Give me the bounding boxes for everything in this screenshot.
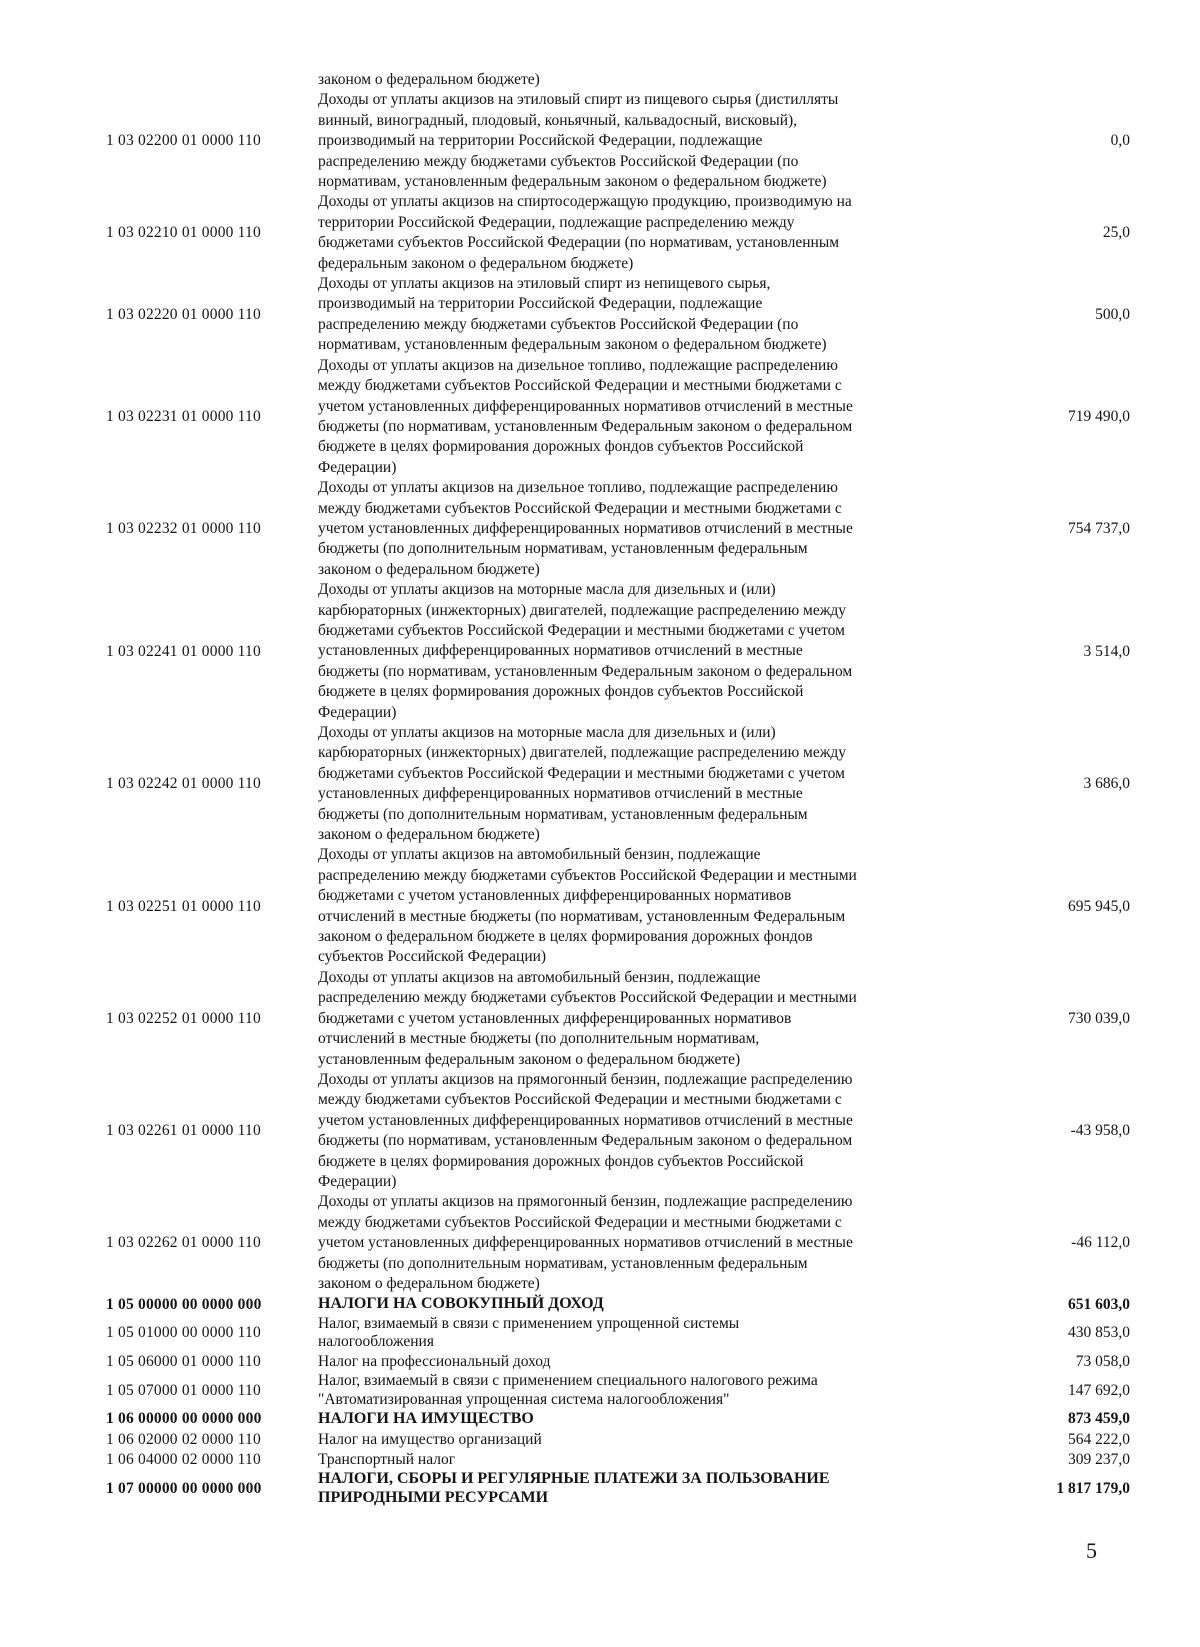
description-line: законом о федеральном бюджете) bbox=[318, 1274, 540, 1292]
description-line: Федерации) bbox=[318, 703, 397, 721]
budget-code: 1 03 02220 01 0000 110 bbox=[106, 305, 261, 323]
revenue-description bbox=[316, 968, 916, 1070]
table-row bbox=[96, 1192, 1130, 1294]
table-row bbox=[96, 1315, 1130, 1352]
revenue-description bbox=[316, 1315, 916, 1352]
amount-value: 1 817 179,0 bbox=[1056, 1479, 1130, 1497]
amount-value: 3 514,0 bbox=[1083, 642, 1130, 660]
description-line: производимый на территории Российской Федерации, подлежащие bbox=[318, 295, 763, 313]
description-line: законом о федеральном бюджете) bbox=[318, 560, 540, 578]
revenue-description bbox=[316, 1430, 916, 1450]
description-line: учетом установленных дифференцированных нормативов отчислений в местные bbox=[318, 1111, 853, 1129]
description-line: карбюраторных (инжекторных) двигателей, подлежащие распределению между bbox=[318, 744, 847, 762]
description-line: Доходы от уплаты акцизов на спиртосодержащую продукцию, производимую на bbox=[318, 193, 852, 211]
description-line: установленным федеральным законом о федеральном бюджете) bbox=[318, 1050, 741, 1068]
budget-code: 1 03 02200 01 0000 110 bbox=[106, 132, 261, 150]
amount-value: 0,0 bbox=[1110, 132, 1130, 150]
description-line: ПРИРОДНЫМИ РЕСУРСАМИ bbox=[318, 1488, 549, 1506]
page-number: 5 bbox=[1086, 1538, 1097, 1563]
description-line: бюджетами субъектов Российской Федерации и местными бюджетами с учетом bbox=[318, 764, 845, 782]
table-row bbox=[96, 1372, 1130, 1409]
amount-value: 695 945,0 bbox=[1068, 897, 1130, 915]
revenue-description bbox=[316, 1192, 916, 1294]
revenue-description bbox=[316, 1450, 916, 1470]
description-line: между бюджетами субъектов Российской Федерации и местными бюджетами с bbox=[318, 1091, 842, 1109]
description-line: установленных дифференцированных нормативов отчислений в местные bbox=[318, 785, 803, 803]
revenue-description bbox=[316, 1409, 916, 1429]
amount-value: 309 237,0 bbox=[1068, 1451, 1130, 1469]
budget-code: 1 05 01000 00 0000 110 bbox=[106, 1324, 261, 1342]
revenue-description bbox=[316, 1372, 916, 1409]
budget-code: 1 06 02000 02 0000 110 bbox=[106, 1430, 261, 1448]
revenue-description bbox=[316, 1294, 916, 1314]
budget-code: 1 03 02241 01 0000 110 bbox=[106, 642, 261, 660]
table-row bbox=[96, 478, 1130, 580]
revenue-description bbox=[316, 192, 916, 274]
description-line: Налог, взимаемый в связи с применением специального налогового режима bbox=[318, 1372, 818, 1390]
amount-value: 430 853,0 bbox=[1068, 1324, 1130, 1342]
description-line: бюджеты (по дополнительным нормативам, установленным федеральным bbox=[318, 805, 808, 823]
table-row bbox=[96, 1070, 1130, 1192]
description-line: бюджеты (по нормативам, установленным Федеральным законом о федеральном bbox=[318, 662, 853, 680]
description-line: Доходы от уплаты акцизов на дизельное топливо, подлежащие распределению bbox=[318, 479, 838, 497]
table-row bbox=[96, 1450, 1130, 1470]
budget-code: 1 07 00000 00 0000 000 bbox=[106, 1479, 262, 1497]
amount-value: 25,0 bbox=[1102, 224, 1130, 242]
description-line: отчислений в местные бюджеты (по дополнительным нормативам, bbox=[318, 1030, 760, 1048]
description-line: Доходы от уплаты акцизов на автомобильный бензин, подлежащие bbox=[318, 846, 761, 864]
description-line: Доходы от уплаты акцизов на прямогонный бензин, подлежащие распределению bbox=[318, 1070, 853, 1088]
description-line: Федерации) bbox=[318, 1172, 397, 1190]
budget-code: 1 03 02242 01 0000 110 bbox=[106, 775, 261, 793]
description-line: между бюджетами субъектов Российской Федерации и местными бюджетами с bbox=[318, 377, 842, 395]
description-line: территории Российской Федерации, подлежащие распределению между bbox=[318, 213, 795, 231]
description-line: бюджеты (по дополнительным нормативам, установленным федеральным bbox=[318, 540, 808, 558]
amount-value: 754 737,0 bbox=[1068, 520, 1130, 538]
description-line: нормативам, установленным федеральным законом о федеральном бюджете) bbox=[318, 336, 827, 354]
description-line: бюджеты (по нормативам, установленным Федеральным законом о федеральном bbox=[318, 417, 853, 435]
description-line: учетом установленных дифференцированных нормативов отчислений в местные bbox=[318, 397, 853, 415]
budget-code: 1 03 02210 01 0000 110 bbox=[106, 224, 261, 242]
description-line: между бюджетами субъектов Российской Федерации и местными бюджетами с bbox=[318, 1213, 842, 1231]
description-line: бюджетами субъектов Российской Федерации и местными бюджетами с учетом bbox=[318, 621, 845, 639]
table-row bbox=[96, 1430, 1130, 1450]
revenue-description bbox=[316, 356, 916, 478]
amount-value: 564 222,0 bbox=[1068, 1430, 1130, 1448]
description-line: бюджеты (по дополнительным нормативам, установленным федеральным bbox=[318, 1254, 808, 1272]
description-line: Доходы от уплаты акцизов на прямогонный бензин, подлежащие распределению bbox=[318, 1193, 853, 1211]
revenue-description bbox=[316, 845, 916, 967]
description-line: Транспортный налог bbox=[318, 1451, 456, 1468]
description-line: Доходы от уплаты акцизов на моторные масла для дизельных и (или) bbox=[318, 724, 776, 741]
amount-value: -43 958,0 bbox=[1070, 1122, 1130, 1140]
amount-value: 3 686,0 bbox=[1083, 775, 1130, 793]
description-line: бюджетами с учетом установленных дифференцированных нормативов bbox=[318, 887, 792, 905]
amount-value: 873 459,0 bbox=[1068, 1410, 1130, 1428]
description-line: Налог на профессиональный доход bbox=[318, 1352, 551, 1370]
description-line: субъектов Российской Федерации) bbox=[318, 948, 547, 966]
table-row bbox=[96, 192, 1130, 274]
description-line: бюджетами с учетом установленных дифференцированных нормативов bbox=[318, 1009, 792, 1027]
amount-value: 147 692,0 bbox=[1068, 1381, 1130, 1399]
revenue-description bbox=[316, 580, 916, 723]
amount-value: 719 490,0 bbox=[1068, 407, 1130, 425]
budget-code: 1 05 00000 00 0000 000 bbox=[106, 1295, 262, 1313]
description-line: учетом установленных дифференцированных нормативов отчислений в местные bbox=[318, 1234, 853, 1252]
description-line: нормативам, установленным федеральным законом о федеральном бюджете) bbox=[318, 173, 827, 191]
description-line: бюджетами субъектов Российской Федерации (по нормативам, установленным bbox=[318, 234, 840, 252]
table-row bbox=[96, 1352, 1130, 1372]
revenue-description bbox=[316, 723, 916, 845]
revenue-description bbox=[316, 1070, 916, 1192]
description-line: Доходы от уплаты акцизов на этиловый спирт из пищевого сырья (дистилляты bbox=[318, 91, 839, 109]
description-line: бюджете в целях формирования дорожных фондов субъектов Российской bbox=[318, 438, 804, 456]
budget-code: 1 05 07000 01 0000 110 bbox=[106, 1381, 261, 1399]
budget-code: 1 05 06000 01 0000 110 bbox=[106, 1352, 261, 1370]
budget-revenue-table bbox=[96, 70, 1130, 1507]
description-line: распределению между бюджетами субъектов Российской Федерации и местными bbox=[318, 866, 857, 884]
revenue-description bbox=[316, 274, 916, 356]
description-line: бюджеты (по нормативам, установленным Федеральным законом о федеральном bbox=[318, 1132, 853, 1150]
table-row bbox=[96, 968, 1130, 1070]
amount-value: 73 058,0 bbox=[1075, 1352, 1130, 1370]
revenue-description bbox=[316, 478, 916, 580]
description-line: винный, виноградный, плодовый, коньячный, кальвадосный, висковый), bbox=[318, 111, 798, 129]
description-line: законом о федеральном бюджете в целях формирования дорожных фондов bbox=[318, 928, 813, 946]
amount-value: 500,0 bbox=[1095, 305, 1130, 323]
description-line: Доходы от уплаты акцизов на этиловый спирт из непищевого сырья, bbox=[318, 275, 771, 293]
budget-code: 1 06 04000 02 0000 110 bbox=[106, 1451, 261, 1469]
table-row bbox=[96, 70, 1130, 90]
table-row bbox=[96, 274, 1130, 356]
revenue-description bbox=[316, 70, 916, 90]
amount-value: -46 112,0 bbox=[1071, 1234, 1130, 1252]
description-line: бюджете в целях формирования дорожных фондов субъектов Российской bbox=[318, 1152, 804, 1170]
table-row bbox=[96, 580, 1130, 723]
table-row bbox=[96, 1409, 1130, 1429]
description-line: Налог, взимаемый в связи с применением упрощенной системы bbox=[318, 1314, 740, 1332]
description-line: Доходы от уплаты акцизов на моторные масла для дизельных и (или) bbox=[318, 581, 776, 599]
description-line: Федерации) bbox=[318, 458, 397, 476]
description-line: учетом установленных дифференцированных нормативов отчислений в местные bbox=[318, 519, 853, 537]
description-line: установленных дифференцированных нормативов отчислений в местные bbox=[318, 642, 803, 660]
description-line: НАЛОГИ НА ИМУЩЕСТВО bbox=[318, 1410, 534, 1428]
description-line: законом о федеральном бюджете) bbox=[318, 826, 540, 844]
description-line: "Автоматизированная упрощенная система налогообложения" bbox=[318, 1390, 730, 1408]
description-line: Налог на имущество организаций bbox=[318, 1430, 542, 1448]
description-line: НАЛОГИ НА СОВОКУПНЫЙ ДОХОД bbox=[318, 1295, 604, 1313]
table-row bbox=[96, 1294, 1130, 1314]
budget-code: 1 03 02262 01 0000 110 bbox=[106, 1234, 261, 1252]
table-row bbox=[96, 356, 1130, 478]
description-line: Доходы от уплаты акцизов на дизельное топливо, подлежащие распределению bbox=[318, 356, 838, 374]
table-row bbox=[96, 1470, 1130, 1507]
budget-code: 1 03 02231 01 0000 110 bbox=[106, 407, 261, 425]
table-row bbox=[96, 845, 1130, 967]
description-line: производимый на территории Российской Федерации, подлежащие bbox=[318, 132, 763, 150]
budget-code: 1 03 02251 01 0000 110 bbox=[106, 897, 261, 915]
budget-code: 1 03 02232 01 0000 110 bbox=[106, 520, 261, 538]
description-line: Доходы от уплаты акцизов на автомобильный бензин, подлежащие bbox=[318, 968, 761, 986]
description-line: распределению между бюджетами субъектов Российской Федерации и местными bbox=[318, 989, 857, 1007]
description-line: распределению между бюджетами субъектов Российской Федерации (по bbox=[318, 315, 799, 333]
description-line: налогообложения bbox=[318, 1333, 434, 1351]
revenue-description bbox=[316, 90, 916, 192]
description-line: между бюджетами субъектов Российской Федерации и местными бюджетами с bbox=[318, 499, 842, 517]
description-line: отчислений в местные бюджеты (по нормативам, установленным Федеральным bbox=[318, 907, 846, 925]
table-row bbox=[96, 90, 1130, 192]
amount-value: 730 039,0 bbox=[1068, 1009, 1130, 1027]
revenue-description bbox=[316, 1352, 916, 1372]
budget-code: 1 06 00000 00 0000 000 bbox=[106, 1410, 262, 1428]
description-line: федеральным законом о федеральном бюджете) bbox=[318, 254, 634, 272]
description-line: законом о федеральном бюджете) bbox=[318, 71, 540, 88]
budget-code: 1 03 02252 01 0000 110 bbox=[106, 1009, 261, 1027]
budget-code: 1 03 02261 01 0000 110 bbox=[106, 1122, 261, 1140]
description-line: карбюраторных (инжекторных) двигателей, подлежащие распределению между bbox=[318, 601, 847, 619]
description-line: распределению между бюджетами субъектов Российской Федерации (по bbox=[318, 152, 799, 170]
description-line: бюджете в целях формирования дорожных фондов субъектов Российской bbox=[318, 683, 804, 701]
revenue-description bbox=[316, 1470, 916, 1507]
table-row bbox=[96, 723, 1130, 845]
amount-value: 651 603,0 bbox=[1068, 1295, 1130, 1313]
description-line: НАЛОГИ, СБОРЫ И РЕГУЛЯРНЫЕ ПЛАТЕЖИ ЗА ПОЛЬЗОВАНИЕ bbox=[318, 1470, 830, 1488]
